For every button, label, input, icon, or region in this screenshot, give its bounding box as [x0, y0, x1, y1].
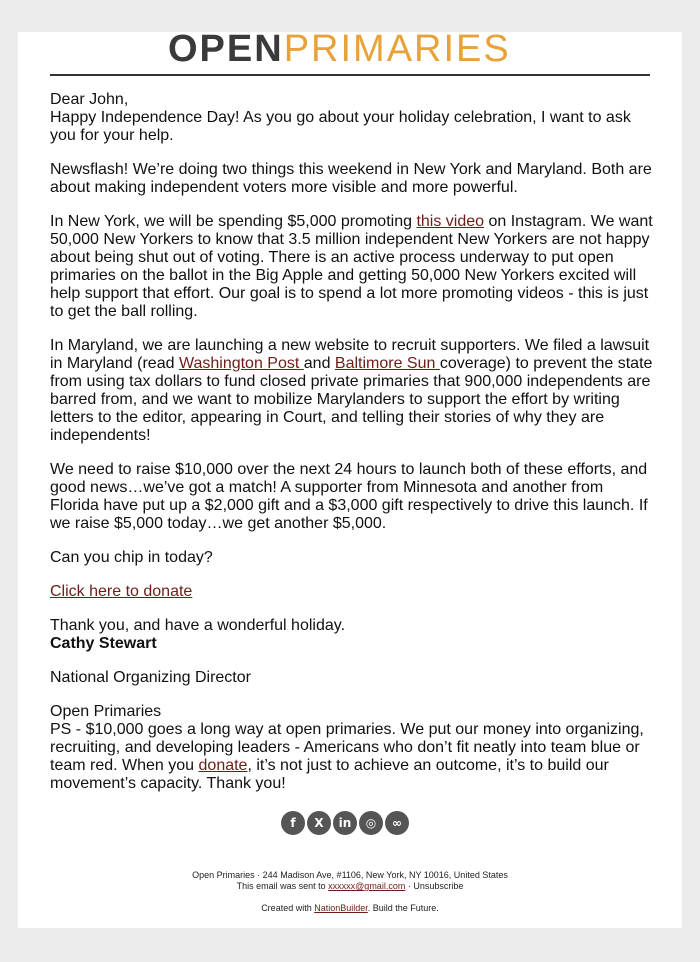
newsflash-paragraph: Newsflash! We’re doing two things this weekend in New York and Maryland. Both are about making independent voters more visible and more powerful.: [50, 161, 652, 196]
ps-donate-link[interactable]: donate: [198, 757, 248, 774]
greeting: Dear John,: [50, 91, 129, 108]
created-prefix: Created with: [261, 903, 315, 913]
chip-in-question: Can you chip in today?: [50, 549, 213, 566]
donate-paragraph: [50, 583, 655, 601]
new-york-paragraph: [50, 213, 655, 321]
footer-created-with: [18, 903, 682, 914]
logo-part-open: OPEN: [168, 28, 284, 70]
instagram-icon[interactable]: ◎: [359, 811, 383, 835]
nationbuilder-link[interactable]: NationBuilder: [314, 903, 368, 913]
ps-text-start: PS - $10,000 goes a long way at open primaries. We put our money into organizing, recruiting, and developing leaders - Americans who don’t fit neatly into team blue or team red. When you: [50, 721, 644, 774]
facebook-icon[interactable]: f: [281, 811, 305, 835]
maryland-text-mid: and: [303, 355, 335, 372]
link-icon[interactable]: ∞: [385, 811, 409, 835]
logo-part-primaries: PRIMARIES: [283, 28, 511, 70]
ps-paragraph: [50, 703, 655, 793]
greeting-paragraph: [50, 91, 655, 145]
maryland-text-start: In Maryland, we are launching a new website to recruit supporters. We filed a lawsuit in Maryland (read: [50, 337, 650, 372]
closing-text: Thank you, and have a wonderful holiday.: [50, 617, 346, 634]
donate-link[interactable]: Click here to donate: [50, 583, 193, 600]
unsubscribe-text[interactable]: · Unsubscribe: [405, 881, 464, 891]
header-divider: [50, 74, 650, 76]
x-icon[interactable]: X: [307, 811, 331, 835]
maryland-paragraph: [50, 337, 655, 445]
closing-paragraph: [50, 617, 655, 653]
linkedin-icon[interactable]: in: [333, 811, 357, 835]
email-footer: [18, 870, 682, 914]
footer-sent-to: [18, 881, 682, 892]
created-suffix: . Build the Future.: [367, 903, 439, 913]
open-primaries-logo[interactable]: [168, 28, 511, 70]
footer-address: Open Primaries · 244 Madison Ave, #1106, New York, NY 10016, United States: [192, 870, 508, 880]
email-card: [18, 28, 682, 928]
email-body: [50, 91, 655, 809]
match-paragraph: We need to raise $10,000 over the next 24 hours to launch both of these efforts, and good news…we’ve got a match! A supporter from Minnesota and another from Florida have put up a $2,000 gift and a $3,000 gift respectively to drive this launch. If we raise $5,000 today…we get another $5,000.: [50, 461, 648, 532]
intro-text: Happy Independence Day! As you go about your holiday celebration, I want to ask you for your help.: [50, 109, 631, 144]
recipient-email-link[interactable]: xxxxxx@gmail.com: [328, 881, 406, 891]
ps-text-end: , it’s not just to achieve an outcome, it’s to build our movement’s capacity. Thank you!: [50, 757, 609, 792]
social-links: [281, 811, 409, 837]
signer-title: National Organizing Director: [50, 669, 251, 686]
sent-prefix: This email was sent to: [236, 881, 329, 891]
new-york-text-start: In New York, we will be spending $5,000 promoting: [50, 213, 417, 230]
maryland-text-end: coverage) to prevent the state from using tax dollars to fund closed private primaries that 900,000 independents are barred from, and we want to mobilize Marylanders to support the effort by writing letters to the editor, appearing in Court, and telling their stories of why they are independents!: [50, 355, 653, 444]
this-video-link[interactable]: this video: [416, 213, 485, 230]
washington-post-link[interactable]: Washington Post: [178, 355, 304, 372]
org-name: Open Primaries: [50, 703, 162, 720]
baltimore-sun-link[interactable]: Baltimore Sun: [334, 355, 440, 372]
new-york-text-end: on Instagram. We want 50,000 New Yorkers to know that 3.5 million independent New Yorkers are not happy about being shut out of voting. There is an active process underway to put open primaries on the ballot in the Big Apple and getting 50,000 New Yorkers excited will help support that effort. Our goal is to spend a lot more promoting videos - this is just to get the ball rolling.: [50, 213, 653, 320]
signer-name: Cathy Stewart: [50, 635, 157, 652]
